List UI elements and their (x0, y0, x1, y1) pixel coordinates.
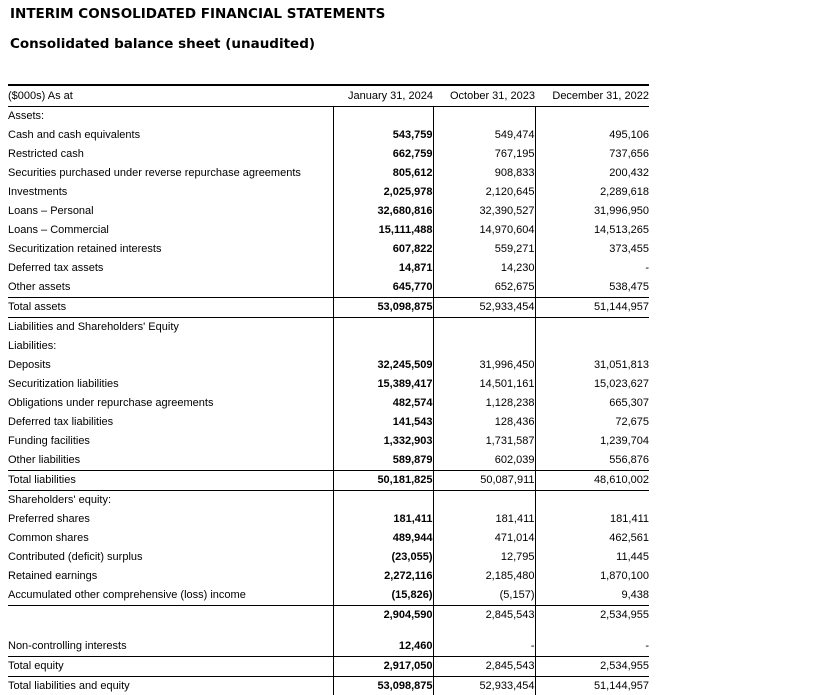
cell-value (333, 625, 433, 637)
cell-value: 51,144,957 (535, 298, 649, 318)
row-label: Accumulated other comprehensive (loss) income (8, 589, 246, 601)
row-label: Retained earnings (8, 570, 98, 582)
balance-sheet-body (8, 107, 649, 695)
cell-value: 2,845,543 (433, 657, 535, 677)
table-row (8, 318, 649, 338)
cell-value (333, 337, 433, 356)
table-row (8, 221, 649, 240)
cell-value: 2,534,955 (535, 657, 649, 677)
row-label (8, 606, 333, 626)
cell-value: 31,051,813 (535, 356, 649, 375)
cell-value (535, 625, 649, 637)
cell-value: 607,822 (333, 240, 433, 259)
cell-value: 128,436 (433, 413, 535, 432)
cell-value: 543,759 (333, 126, 433, 145)
cell-value: 2,120,645 (433, 183, 535, 202)
table-row (8, 529, 649, 548)
column-header-oct-2023: October 31, 2023 (433, 85, 535, 107)
table-row (8, 471, 649, 491)
cell-value: - (535, 259, 649, 278)
table-row (8, 567, 649, 586)
table-row (8, 202, 649, 221)
cell-value: 908,833 (433, 164, 535, 183)
cell-value: 50,087,911 (433, 471, 535, 491)
cell-value: 15,023,627 (535, 375, 649, 394)
cell-value: 15,111,488 (333, 221, 433, 240)
table-row (8, 298, 649, 318)
cell-value (433, 318, 535, 338)
table-row (8, 586, 649, 606)
row-label: Investments (8, 186, 68, 198)
cell-value: 15,389,417 (333, 375, 433, 394)
cell-value: 48,610,002 (535, 471, 649, 491)
cell-value: 665,307 (535, 394, 649, 413)
column-header-dec-2022: December 31, 2022 (535, 85, 649, 107)
table-row (8, 548, 649, 567)
table-row (8, 356, 649, 375)
row-label: Total assets (8, 298, 333, 318)
table-row (8, 657, 649, 677)
header-units-label: ($000s) As at (8, 85, 333, 107)
row-label: Cash and cash equivalents (8, 129, 141, 141)
row-label: Other assets (8, 281, 71, 293)
page-title: Consolidated balance sheet (unaudited) (10, 36, 316, 52)
row-label: Loans – Personal (8, 205, 94, 217)
cell-value: 462,561 (535, 529, 649, 548)
cell-value: 2,025,978 (333, 183, 433, 202)
table-row (8, 278, 649, 298)
row-label: Total liabilities and equity (8, 677, 333, 695)
cell-value (535, 107, 649, 127)
balance-sheet-table (8, 84, 649, 695)
table-row (8, 337, 649, 356)
cell-value: 181,411 (333, 510, 433, 529)
table-row (8, 451, 649, 471)
table-row (8, 413, 649, 432)
row-label: Deferred tax assets (8, 262, 104, 274)
cell-value: - (535, 637, 649, 657)
cell-value: 489,944 (333, 529, 433, 548)
cell-value: 1,731,587 (433, 432, 535, 451)
cell-value: 2,845,543 (433, 606, 535, 626)
cell-value: 2,289,618 (535, 183, 649, 202)
cell-value: 31,996,950 (535, 202, 649, 221)
cell-value: 50,181,825 (333, 471, 433, 491)
cell-value (535, 491, 649, 511)
row-label: Securitization retained interests (8, 243, 162, 255)
spacer-row (8, 625, 649, 637)
table-row (8, 107, 649, 127)
row-label: Total liabilities (8, 471, 333, 491)
row-label: Deferred tax liabilities (8, 416, 114, 428)
table-row (8, 126, 649, 145)
row-label: Liabilities: (8, 340, 57, 352)
cell-value: 1,332,903 (333, 432, 433, 451)
row-label: Assets: (8, 110, 45, 122)
document-title: INTERIM CONSOLIDATED FINANCIAL STATEMENTS (10, 6, 386, 22)
cell-value: 1,239,704 (535, 432, 649, 451)
cell-value (333, 491, 433, 511)
cell-value: 549,474 (433, 126, 535, 145)
table-row (8, 375, 649, 394)
cell-value: 14,871 (333, 259, 433, 278)
cell-value: 72,675 (535, 413, 649, 432)
table-row (8, 240, 649, 259)
column-header-jan-2024: January 31, 2024 (333, 85, 433, 107)
table-row (8, 259, 649, 278)
table-row (8, 183, 649, 202)
cell-value: 1,870,100 (535, 567, 649, 586)
cell-value: 31,996,450 (433, 356, 535, 375)
cell-value: 32,680,816 (333, 202, 433, 221)
row-label: Funding facilities (8, 435, 90, 447)
cell-value: 14,970,604 (433, 221, 535, 240)
cell-value (433, 625, 535, 637)
cell-value: 559,271 (433, 240, 535, 259)
row-label (8, 625, 333, 637)
cell-value: 767,195 (433, 145, 535, 164)
cell-value: 737,656 (535, 145, 649, 164)
cell-value: 200,432 (535, 164, 649, 183)
cell-value: 805,612 (333, 164, 433, 183)
cell-value: 32,390,527 (433, 202, 535, 221)
cell-value: 538,475 (535, 278, 649, 298)
cell-value (433, 491, 535, 511)
cell-value: (5,157) (433, 586, 535, 606)
cell-value (433, 107, 535, 127)
cell-value: 52,933,454 (433, 677, 535, 695)
row-label: Restricted cash (8, 148, 84, 160)
cell-value: 12,460 (333, 637, 433, 657)
row-label: Total equity (8, 657, 333, 677)
table-row (8, 606, 649, 626)
table-header (8, 85, 649, 107)
cell-value: 32,245,509 (333, 356, 433, 375)
row-label: Loans – Commercial (8, 224, 109, 236)
cell-value: 11,445 (535, 548, 649, 567)
row-label: Deposits (8, 359, 51, 371)
cell-value: 141,543 (333, 413, 433, 432)
row-label: Common shares (8, 532, 89, 544)
cell-value: 2,534,955 (535, 606, 649, 626)
table-row (8, 145, 649, 164)
cell-value: 51,144,957 (535, 677, 649, 695)
table-row (8, 432, 649, 451)
cell-value: 14,501,161 (433, 375, 535, 394)
row-label: Other liabilities (8, 454, 81, 466)
cell-value: 53,098,875 (333, 677, 433, 695)
cell-value: 52,933,454 (433, 298, 535, 318)
cell-value (333, 107, 433, 127)
cell-value: (23,055) (333, 548, 433, 567)
cell-value: 495,106 (535, 126, 649, 145)
cell-value: 2,185,480 (433, 567, 535, 586)
cell-value: 14,513,265 (535, 221, 649, 240)
cell-value: - (433, 637, 535, 657)
cell-value: 589,879 (333, 451, 433, 471)
row-label: Shareholders' equity: (8, 491, 333, 511)
cell-value: 2,917,050 (333, 657, 433, 677)
cell-value: 14,230 (433, 259, 535, 278)
cell-value: 645,770 (333, 278, 433, 298)
cell-value (333, 318, 433, 338)
cell-value (535, 337, 649, 356)
table-row (8, 677, 649, 695)
row-label: Securities purchased under reverse repurchase agreements (8, 167, 301, 179)
cell-value: (15,826) (333, 586, 433, 606)
cell-value: 12,795 (433, 548, 535, 567)
cell-value (433, 337, 535, 356)
cell-value: 181,411 (535, 510, 649, 529)
row-label: Preferred shares (8, 513, 90, 525)
row-label: Non-controlling interests (8, 640, 127, 652)
cell-value: 662,759 (333, 145, 433, 164)
cell-value: 373,455 (535, 240, 649, 259)
table-row (8, 637, 649, 657)
header-row (8, 85, 649, 107)
cell-value: 1,128,238 (433, 394, 535, 413)
cell-value: 652,675 (433, 278, 535, 298)
cell-value: 602,039 (433, 451, 535, 471)
cell-value: 2,272,116 (333, 567, 433, 586)
cell-value: 2,904,590 (333, 606, 433, 626)
cell-value: 556,876 (535, 451, 649, 471)
table-row (8, 394, 649, 413)
table-row (8, 510, 649, 529)
cell-value: 181,411 (433, 510, 535, 529)
cell-value: 9,438 (535, 586, 649, 606)
cell-value (535, 318, 649, 338)
table-row (8, 164, 649, 183)
cell-value: 482,574 (333, 394, 433, 413)
row-label: Contributed (deficit) surplus (8, 551, 143, 563)
row-label: Obligations under repurchase agreements (8, 397, 214, 409)
cell-value: 471,014 (433, 529, 535, 548)
row-label: Liabilities and Shareholders' Equity (8, 318, 333, 338)
cell-value: 53,098,875 (333, 298, 433, 318)
row-label: Securitization liabilities (8, 378, 119, 390)
table-row (8, 491, 649, 511)
